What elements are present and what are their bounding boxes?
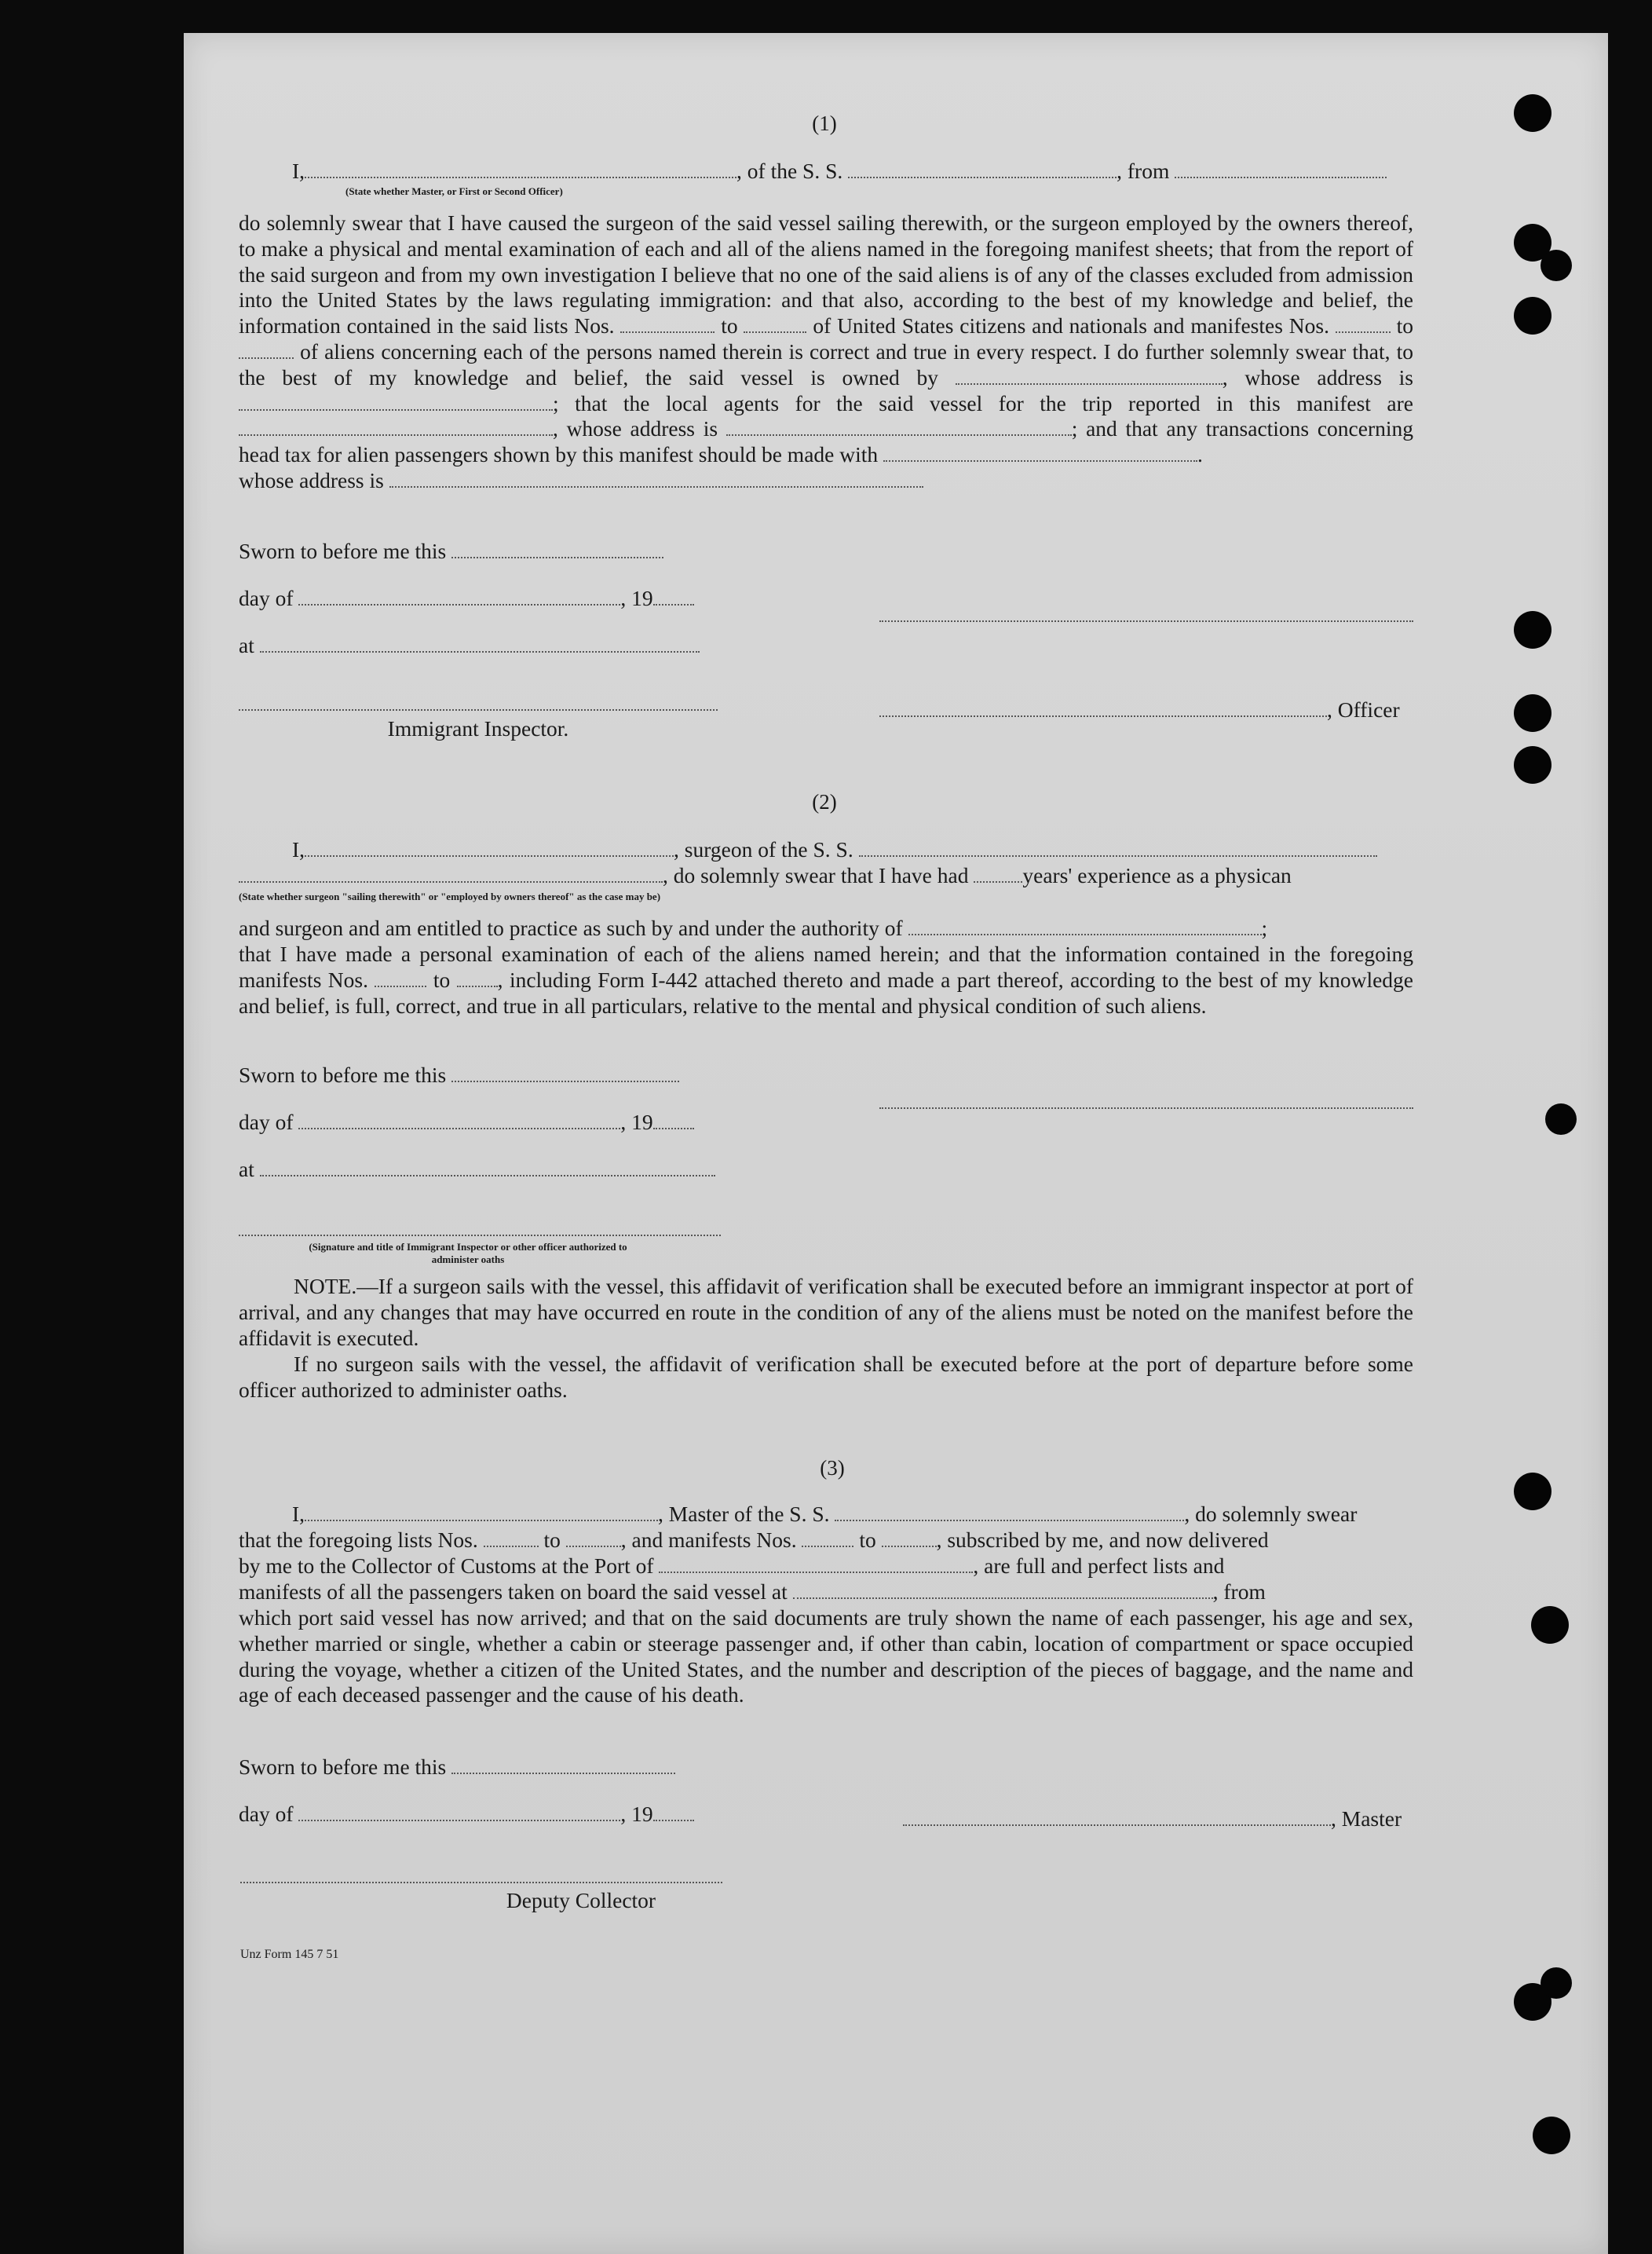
note-paragraph-2 (239, 1352, 1413, 1403)
inspector-caption: Immigrant Inspector. (387, 716, 569, 741)
at-place-field[interactable] (260, 634, 700, 653)
sworn-line (239, 539, 663, 564)
at-line (239, 1157, 715, 1182)
punch-hole (1533, 2117, 1570, 2154)
surgeon-status-field[interactable] (239, 864, 663, 883)
master-signature-line (903, 1806, 1402, 1831)
section3-body (239, 1605, 1413, 1708)
sworn-text: Sworn to before me this (239, 1755, 447, 1779)
opening-text: I, (292, 1502, 305, 1526)
officer-signature-field[interactable] (879, 620, 1413, 622)
month-field[interactable] (298, 587, 620, 606)
sworn-day-field[interactable] (451, 1755, 675, 1774)
section1-body: do solemnly swear that I have caused the surgeon of the said vessel sailing therewith, or the surgeon employed by the owners thereof, to make a physical and mental examination of each and all of the aliens named in the foregoing manifest sheets; that from the report of the said surgeon and from my own investigation I believe that no one of the said aliens is of any of the classes excluded from admission into the United States by the laws regulating immigration: and that also, according to the best of my knowledge and belief, the information contained in the said lists Nos. to of United States citizens and nationals and manifestes Nos. to of aliens concerning each of the persons named therein is correct and true in every respect. I do further solemnly swear that, to the best of my knowledge and belief, the said vessel is owned by , whose address is ; that the local agents for the said vessel for the trip reported in this manifest are , whose address is ; and that any transactions concerning head tax for alien passengers shown by this manifest should be made with . whose address is (239, 210, 1414, 492)
officer-title-field[interactable] (879, 698, 1327, 717)
lists-from-field[interactable] (484, 1528, 539, 1547)
day-of-line (239, 1802, 694, 1827)
punch-hole (1545, 1103, 1577, 1135)
month-field[interactable] (298, 1802, 620, 1821)
month-field[interactable] (298, 1111, 620, 1129)
lists-line (239, 1528, 1269, 1553)
punch-hole (1514, 1473, 1551, 1510)
agents-field[interactable] (239, 417, 553, 436)
whose-address-text: , whose address is (1222, 364, 1413, 390)
note-text: NOTE.—If a surgeon sails with the vessel, this affidavit of verification shall be executed before an immigrant inspector at port of arrival, and any changes that may have occurred en route in the condition of any of the aliens must be noted on the manifest before the affidavit is executed. (239, 1274, 1413, 1350)
vessel-name-field[interactable] (859, 838, 1377, 857)
master-name-field[interactable] (305, 159, 736, 178)
year-field[interactable] (653, 1802, 694, 1821)
surgeon-signature-field[interactable] (879, 1107, 1413, 1109)
citizens-text: of United States citizens and nationals and manifestes Nos. (813, 313, 1329, 338)
from-text: , from (1117, 159, 1170, 183)
day-of-text: day of (239, 1802, 294, 1826)
taken-on-board-line (239, 1579, 1266, 1605)
year-text: , 19 (620, 586, 653, 610)
subscribed-text: , subscribed by me, and now delivered (936, 1528, 1269, 1552)
semicolon-text: ; (1261, 916, 1268, 940)
whose-address-text: whose address is (239, 467, 384, 492)
inspector-signature-field[interactable] (239, 709, 718, 711)
owner-field[interactable] (956, 366, 1223, 385)
authority-field[interactable] (908, 917, 1262, 935)
surgeon-of-text: , surgeon of the S. S. (674, 837, 853, 862)
port-field[interactable] (659, 1554, 973, 1573)
surgeon-name-field[interactable] (305, 838, 674, 857)
boarding-port-field[interactable] (793, 1580, 1213, 1599)
master-name-field[interactable] (305, 1502, 658, 1521)
to-text: to (859, 1528, 876, 1552)
note-paragraph (239, 1274, 1413, 1351)
year-field[interactable] (653, 587, 694, 606)
from-text: , from (1212, 1579, 1266, 1604)
whose-address-text: , whose address is (553, 416, 718, 441)
manifests-to-field[interactable] (239, 340, 294, 359)
sworn-line (239, 1755, 675, 1780)
head-tax-text: ; and that any transactions concerning head tax for alien passengers shown by this manifest should be made with (239, 416, 1413, 467)
year-text: , 19 (620, 1802, 653, 1826)
correctness-text: , including Form I-442 attached thereto and made a part thereof, according to the best of my knowledge and belief, is full, correct, and true in all particulars, relative to the mental and physical condition of such aliens. (239, 967, 1413, 1018)
section2-body (239, 942, 1413, 1019)
opening-text: I, (292, 837, 305, 862)
vessel-name-field[interactable] (835, 1502, 1184, 1521)
master-text: , Master (1331, 1806, 1402, 1831)
to-text: to (721, 313, 738, 338)
collector-text: by me to the Collector of Customs at the Port of (239, 1553, 654, 1578)
to-text: to (543, 1528, 561, 1552)
punch-hole (1541, 250, 1572, 281)
note-text: If no surgeon sails with the vessel, the affidavit of verification shall be executed before at the port of departure before some officer authorized to administer oaths. (239, 1352, 1413, 1402)
owner-address-field[interactable] (239, 392, 553, 411)
sworn-day-field[interactable] (451, 1063, 679, 1082)
authority-text: and surgeon and am entitled to practice as such by and under the authority of (239, 916, 903, 940)
agents-address-field[interactable] (726, 417, 1072, 436)
lists-text: that the foregoing lists Nos. (239, 1528, 478, 1552)
sworn-text: Sworn to before me this (239, 539, 447, 563)
full-lists-text: , are full and perfect lists and (973, 1553, 1225, 1578)
documents-text: which port said vessel has now arrived; and that on the said documents are truly shown the name of each passenger, his age and sex, whether married or single, whether a cabin or steerage passenger and, if other than cabin, location of compartment or space occupied during the voyage, whether a citizen of the United States, and the number and description of the pieces of baggage, and the name and age of each deceased passenger and the cause of his death. (239, 1605, 1413, 1707)
head-tax-field[interactable] (883, 443, 1197, 462)
surgeon-note: (State whether surgeon "sailing therewith" or "employed by owners thereof" as the case may be) (239, 891, 661, 902)
sworn-line (239, 1063, 679, 1088)
manifests-text: , and manifests Nos. (620, 1528, 797, 1552)
vessel-name-field[interactable] (848, 159, 1117, 178)
sworn-day-field[interactable] (451, 540, 663, 558)
inspector-signature-field[interactable] (239, 1235, 721, 1236)
section1-opening-line (292, 159, 1387, 184)
day-of-text: day of (239, 586, 294, 610)
authority-line (239, 916, 1267, 941)
punch-hole (1514, 746, 1551, 784)
manifests-all-text: manifests of all the passengers taken on board the said vessel at (239, 1579, 788, 1604)
year-text: , 19 (620, 1110, 653, 1134)
of-ss-text: , of the S. S. (736, 159, 843, 183)
day-of-line (239, 586, 694, 611)
head-tax-address-field[interactable] (389, 469, 923, 488)
solemnly-text: , do solemnly swear that I have had (663, 863, 969, 887)
collector-signature-field[interactable] (240, 1882, 722, 1883)
solemnly-text: , do solemnly swear (1184, 1502, 1358, 1526)
punch-hole (1531, 1606, 1569, 1644)
officer-line (879, 697, 1400, 723)
manifests-from-field[interactable] (375, 968, 426, 987)
local-agents-text: ; that the local agents for the said vessel for the trip reported in this manifest are (553, 390, 1413, 415)
form-number: Unz Form 145 7 51 (240, 1948, 339, 1961)
master-note: (State whether Master, or First or Second Officer) (345, 185, 563, 197)
sworn-text: Sworn to before me this (239, 1063, 447, 1087)
punch-hole (1514, 94, 1551, 132)
section2-line2 (239, 863, 1292, 888)
section2-opening-line (292, 837, 1377, 862)
collector-line (239, 1553, 1224, 1579)
manifests-from-field[interactable] (1336, 314, 1391, 333)
owned-text: of aliens concerning each of the persons named therein is correct and true in every respect. I do further solemnly swear that, to the best of my knowledge and belief, the said vessel is owned by (239, 338, 1414, 390)
master-signature-field[interactable] (903, 1807, 1331, 1826)
years-field[interactable] (974, 864, 1022, 883)
punch-hole (1514, 297, 1551, 335)
punch-hole (1514, 694, 1551, 732)
at-place-field[interactable] (260, 1158, 715, 1176)
manifests-to-field[interactable] (882, 1528, 937, 1547)
opening-text: I, (292, 159, 305, 183)
to-text: to (433, 967, 451, 992)
lists-to-field[interactable] (744, 314, 806, 333)
day-of-text: day of (239, 1110, 294, 1134)
year-field[interactable] (653, 1111, 694, 1129)
punch-hole (1541, 1967, 1572, 1999)
lists-from-field[interactable] (620, 314, 715, 333)
deputy-collector-caption: Deputy Collector (506, 1888, 656, 1912)
section-number: (3) (820, 1456, 845, 1480)
manifests-to-field[interactable] (457, 968, 498, 987)
examination-text: that I have made a personal examination of each of the aliens named herein; and that the information contained in the foregoing manifests Nos. (239, 942, 1413, 992)
lists-to-field[interactable] (566, 1528, 621, 1547)
port-from-field[interactable] (1175, 159, 1387, 178)
signature-note: (Signature and title of Immigrant Inspector or other officer authorized to administer oaths (309, 1241, 627, 1265)
punch-hole (1514, 611, 1551, 649)
at-text: at (239, 633, 254, 657)
at-text: at (239, 1157, 254, 1181)
manifests-from-field[interactable] (802, 1528, 853, 1547)
section-number: (2) (812, 790, 837, 814)
section3-opening-line (292, 1502, 1357, 1527)
section-number: (1) (812, 112, 837, 135)
years-text: years' experience as a physican (1022, 863, 1292, 887)
officer-text: , Officer (1327, 697, 1400, 722)
day-of-line (239, 1110, 694, 1135)
at-line (239, 633, 700, 658)
oath-text: do solemnly swear that I have caused the surgeon of the said vessel sailing therewith, or the surgeon employed by the owners thereof, to make a physical and mental examination of each and all of the aliens named in the foregoing manifest sheets; that from the report of the said surgeon and from my own investigation I believe that no one of the said aliens is of any of the classes excluded from admission into the United States by the laws regulating immigration: and that also, according to the best of my knowledge and belief, the information contained in the said lists Nos. (239, 210, 1413, 338)
master-of-text: , Master of the S. S. (658, 1502, 830, 1526)
to-text: to (1396, 313, 1414, 338)
